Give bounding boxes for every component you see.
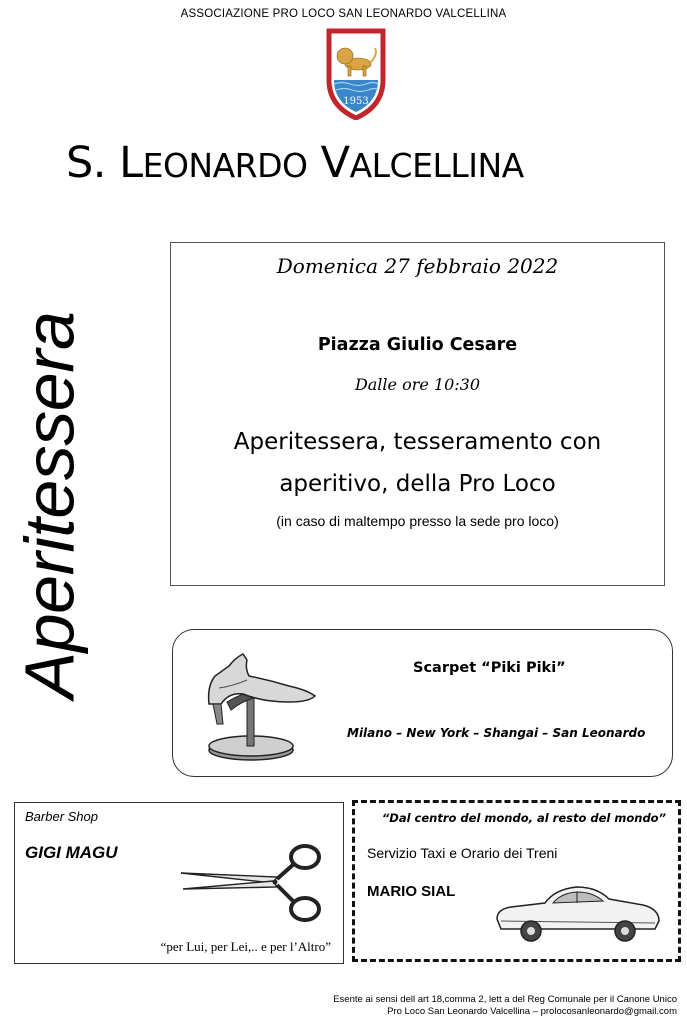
page-title: S. LEONARDO VALCELLINA	[66, 138, 524, 188]
taxi-ad-name: MARIO SIAL	[367, 883, 456, 900]
event-date: Domenica 27 febbraio 2022	[276, 254, 559, 278]
barber-ad-slogan: “per Lui, per Lei,.. e per l’Altro”	[160, 939, 331, 954]
footer-line-1: Esente ai sensi dell art 18,comma 2, lett a del Reg Comunale per il Canone Unico	[333, 994, 677, 1005]
vertical-title	[8, 250, 90, 760]
footer-line-2: Pro Loco San Leonardo Valcellina – prolocosanleonardo@gmail.com	[387, 1006, 677, 1017]
scissors-icon	[177, 841, 327, 925]
shoe-ad-title: Scarpet “Piki Piki”	[413, 660, 566, 676]
event-box	[170, 242, 665, 586]
shoe-ad	[172, 629, 673, 777]
taxi-ad-service: Servizio Taxi e Orario dei Treni	[367, 845, 558, 861]
taxi-ad	[352, 800, 681, 962]
high-heel-shoe-icon	[203, 646, 323, 764]
barber-ad-label: Barber Shop	[25, 809, 98, 824]
event-note: (in caso di maltempo presso la sede pro loco)	[276, 513, 559, 529]
event-place: Piazza Giulio Cesare	[317, 335, 518, 355]
event-time: Dalle ore 10:30	[354, 375, 481, 394]
event-description: Aperitessera, tesseramento con aperitivo, della Pro Loco	[233, 429, 602, 497]
association-name: ASSOCIAZIONE PRO LOCO SAN LEONARDO VALCELLINA	[180, 8, 507, 20]
barber-ad-name: GIGI MAGU	[25, 843, 118, 862]
crest-year: 1953	[343, 96, 369, 107]
crest-logo-icon	[326, 28, 386, 120]
footer	[333, 994, 677, 1018]
taxi-ad-quote: “Dal centro del mondo, al resto del mondo”	[381, 811, 666, 825]
vintage-car-icon	[493, 879, 663, 945]
barber-ad	[14, 802, 344, 964]
vertical-title-text: Aperitessera	[10, 311, 88, 699]
shoe-ad-cities: Milano – New York – Shangai – San Leonardo	[347, 726, 646, 740]
